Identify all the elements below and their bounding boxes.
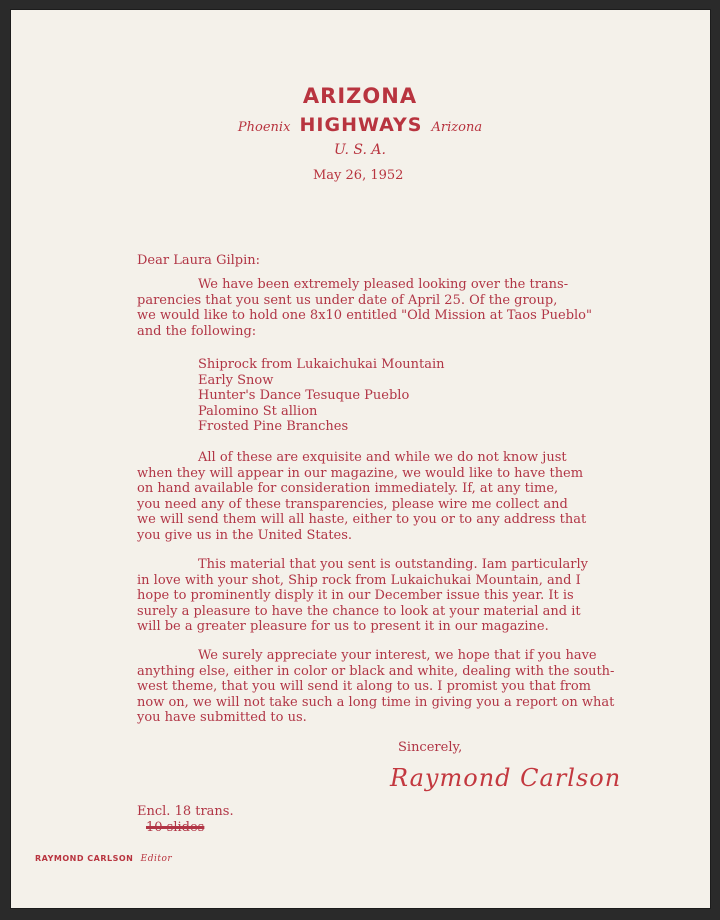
paragraph-line: and the following: <box>137 323 257 339</box>
footer-editor <box>35 854 172 864</box>
letterhead-name: HIGHWAYS <box>299 114 423 136</box>
paragraph-line: hope to prominently disply it in our December issue this year. It is <box>137 588 574 603</box>
photo-list-item: Frosted Pine Branches <box>198 419 349 434</box>
letterhead-title: ARIZONA <box>302 84 418 108</box>
paragraph-line: surely a pleasure to have the chance to look at your material and it <box>137 603 581 619</box>
paragraph-1 <box>137 277 592 339</box>
handwritten-signature: Raymond Carlson <box>390 764 622 792</box>
photo-list-item: Hunter's Dance Tesuque Pueblo <box>198 388 410 403</box>
paragraph-line: we will send them will all haste, either to you or to any address that <box>137 512 587 527</box>
salutation: Dear Laura Gilpin: <box>137 253 260 268</box>
enclosure-note: Encl. 18 trans. <box>137 804 234 819</box>
paragraph-line: you need any of these transparencies, please wire me collect and <box>137 496 568 512</box>
struck-enclosure-note: 10 slides <box>146 820 205 835</box>
letterhead-city: Phoenix <box>237 120 291 135</box>
paragraph-line: you give us in the United States. <box>137 527 353 543</box>
paragraph-2 <box>137 450 586 543</box>
photo-list-item: Early Snow <box>198 372 274 388</box>
paragraph-line: All of these are exquisite and while we do not know just <box>198 450 567 465</box>
paragraph-line: parencies that you sent us under date of April 25. Of the group, <box>137 292 558 308</box>
paragraph-line: This material that you sent is outstanding. Iam particularly <box>198 557 589 572</box>
photo-list-item: Shiprock from Lukaichukai Mountain <box>198 357 445 372</box>
paragraph-line: We surely appreciate your interest, we hope that if you have <box>198 648 597 663</box>
letterhead-state: Arizona <box>431 120 483 135</box>
photo-list <box>198 357 445 435</box>
paragraph-3 <box>137 557 588 635</box>
paragraph-line: anything else, either in color or black and white, dealing with the south- <box>137 663 615 679</box>
paragraph-line: you have submitted to us. <box>137 710 307 725</box>
letterhead-row <box>0 114 720 136</box>
paragraph-line: on hand available for consideration immediately. If, at any time, <box>137 481 559 496</box>
paragraph-4 <box>137 648 614 726</box>
footer-name: RAYMOND CARLSON <box>35 854 134 863</box>
photo-list-item: Palomino St allion <box>198 403 318 419</box>
paragraph-line: We have been extremely pleased looking over the trans- <box>198 277 569 292</box>
paragraph-line: in love with your shot, Ship rock from Lukaichukai Mountain, and I <box>137 572 581 588</box>
paragraph-line: we would like to hold one 8x10 entitled "Old Mission at Taos Pueblo" <box>137 308 592 323</box>
paragraph-line: when they will appear in our magazine, we would like to have them <box>137 465 584 481</box>
closing: Sincerely, <box>398 740 463 755</box>
paragraph-line: will be a greater pleasure for us to present it in our magazine. <box>137 619 549 634</box>
paragraph-line: west theme, that you will send it along to us. I promist you that from <box>137 679 591 694</box>
footer-role: Editor <box>140 854 173 864</box>
paragraph-line: now on, we will not take such a long time in giving you a report on what <box>137 694 615 710</box>
letterhead-country: U. S. A. <box>334 142 386 158</box>
letter-date: May 26, 1952 <box>313 168 404 183</box>
